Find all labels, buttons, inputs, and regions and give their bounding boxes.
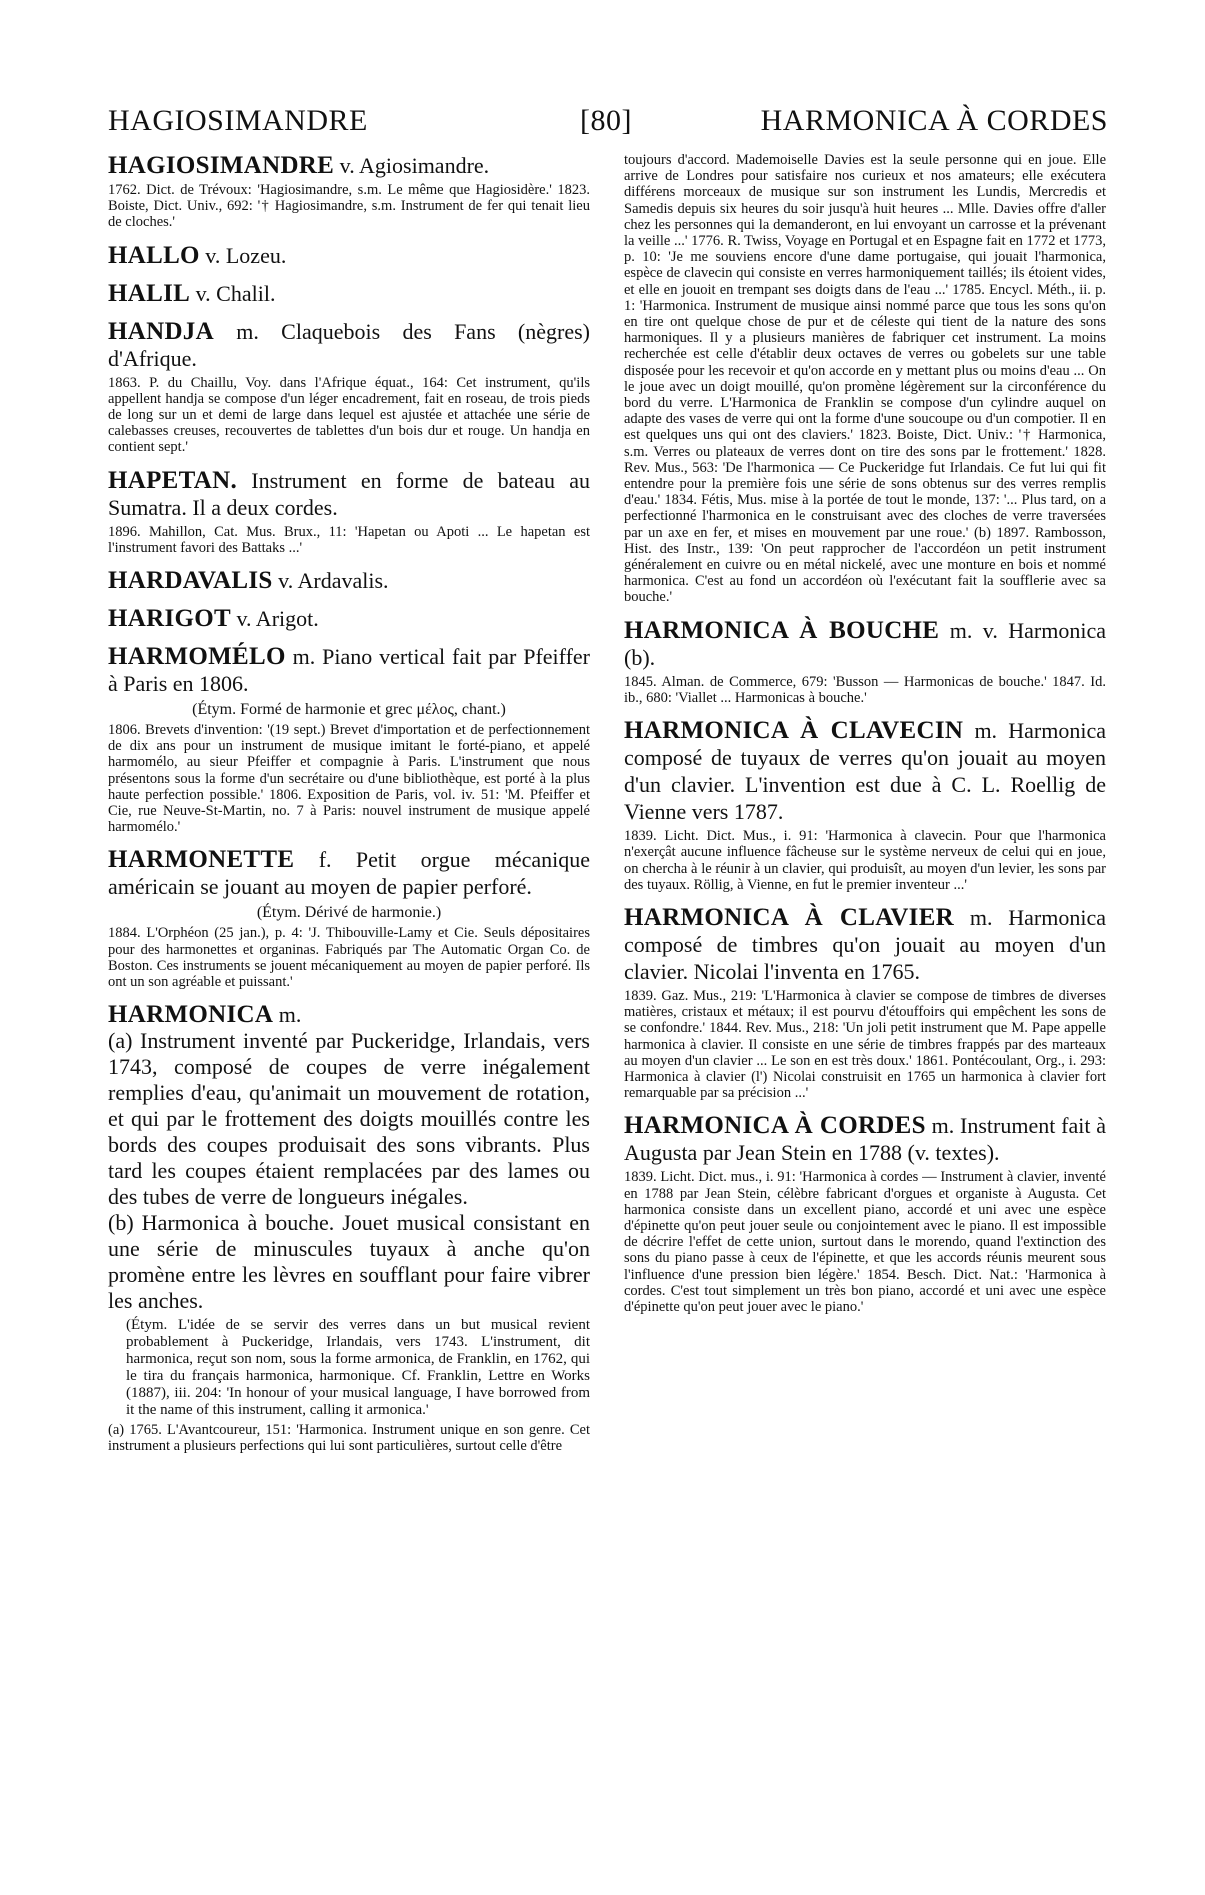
headword: HARDAVALIS xyxy=(108,567,273,595)
etymology: (Étym. Dérivé de harmonie.) xyxy=(256,904,442,922)
left-column xyxy=(108,152,590,1872)
entry-harmonica-a-bouche xyxy=(624,617,1106,706)
entry-definition: v. Arigot. xyxy=(236,606,319,632)
entry-definition: m. xyxy=(278,1002,302,1028)
entry-harigot xyxy=(108,605,590,632)
citation: 1762. Dict. de Trévoux: 'Hagiosimandre, s.m. Le même que Hagiosidère.' 1823. Boiste, Dict. Univ., 692: '† Hagiosimandre, s.m. Instrument de fer qui tenait lieu de cloches.' xyxy=(108,182,590,231)
headword: HAGIOSIMANDRE xyxy=(108,152,335,179)
entry-definition: m. v. Harmonica (b). xyxy=(624,617,1106,670)
citation: 1839. Gaz. Mus., 219: 'L'Harmonica à clavier se compose de timbres de diverses matières, cristaux et métaux; il est pourvu d'étouffoirs qui empêchent les sons de se confondre.' 1844. Rev. Mus., 218: 'Un joli petit instrument que M. Pape appelle harmonica à clavier. Il consiste en une série de timbres frappés par des marteaux au moyen d'un clavier ... Le son en est très doux.' 1861. Pontécoulant, Org., i. 293: Harmonica à clavier (l') Nicolai construisit en 1765 un harmonica à clavier fort remarquable par sa précision ...' xyxy=(624,987,1106,1102)
headword: HARMOMÉLO xyxy=(108,643,286,671)
entry-definition: f. Petit orgue mécanique américain se jouant au moyen de papier perforé. xyxy=(108,847,590,900)
entry-harmonica xyxy=(108,1001,590,1454)
entry-halil xyxy=(108,280,590,307)
headword: HARMONICA À CORDES xyxy=(624,1112,926,1140)
entry-definition: m. Piano vertical fait par Pfeiffer à Paris en 1806. xyxy=(108,644,590,697)
running-header xyxy=(108,104,1108,148)
entry-headline xyxy=(108,846,590,900)
page-number: [80] xyxy=(580,104,632,137)
entry-headline xyxy=(108,643,590,697)
entry-hapetan xyxy=(108,467,590,556)
entry-harmonica-a-cordes xyxy=(624,1112,1106,1315)
etymology: (Étym. L'idée de se servir des verres dans un but musical revient probablement à Puckeridge, Irlandais, vers 1743. L'instrument, dit harmonica, reçut son nom, sous la forme armonica, de Franklin, en 1762, qui le tira du français harmonica, harmonique. Cf. Franklin, Lettre en Works (1887), iii. 204: 'In honour of your musical language, I have borrowed from it the name of this instrument, calling it armonica.' xyxy=(126,1317,590,1419)
citation: 1806. Brevets d'invention: '(19 sept.) Brevet d'importation et de perfectionnement de dix ans pour un instrument de musique imitant le forté-piano, et appelé harmomélo, au sieur Pfeiffer et compagnie à Paris. L'instrument que nous présentons sous la forme d'un secrétaire ou d'une bibliothèque, est porté à la plus haute perfection possible.' 1806. Exposition de Paris, vol. iv. 51: 'M. Pfeiffer et Cie, rue Neuve-St-Martin, no. 7 à Paris: nouvel instrument de musique appelé harmomélo.' xyxy=(108,722,590,836)
entry-handja xyxy=(108,318,590,456)
headword: HALIL xyxy=(108,279,191,307)
headword: HARMONICA À CLAVIER xyxy=(624,903,955,931)
headword: HARMONICA À BOUCHE xyxy=(624,616,940,644)
entry-definition: m. Instrument fait à Augusta par Jean Stein en 1788 (v. textes). xyxy=(624,1113,1106,1166)
entry-harmonette xyxy=(108,846,590,990)
entry-definition: m. Harmonica composé de tuyaux de verres qu'on jouait au moyen d'un clavier. L'invention est due à C. L. Roellig de Vienne vers 1787. xyxy=(624,718,1106,825)
citation: 1863. P. du Chaillu, Voy. dans l'Afrique équat., 164: Cet instrument, qu'ils appellent handja se compose d'un léger encadrement, fait en roseau, de trois pieds de long sur un et demi de large dans lequel est ajustée et attachée une série de calebasses creuses, recouvertes de tablettes d'un bois dur et rouge. Un handja en contient sept.' xyxy=(108,374,590,456)
entry-hallo xyxy=(108,242,590,269)
entry-headline xyxy=(108,242,590,269)
citation: 1896. Mahillon, Cat. Mus. Brux., 11: 'Hapetan ou Apoti ... Le hapetan est l'instrument favori des Battaks ...' xyxy=(108,523,590,556)
entry-headline xyxy=(108,467,590,521)
etymology: (Étym. Formé de harmonie et grec μέλος, chant.) xyxy=(192,701,506,719)
citation: 1845. Alman. de Commerce, 679: 'Busson — Harmonicas de bouche.' 1847. Id. ib., 680: 'Viallet ... Harmonicas à bouche.' xyxy=(624,673,1106,706)
entry-headline xyxy=(108,605,590,632)
citation: 1884. L'Orphéon (25 jan.), p. 4: 'J. Thibouville-Lamy et Cie. Seuls dépositaires pour des harmonettes et organinas. Fabriqués par The Automatic Organ Co. de Boston. Ces instruments se jouent mécaniquement au moyen de papier perforé. Ils ont un son agréable et puissant.' xyxy=(108,925,590,991)
headword: HARIGOT xyxy=(108,605,231,633)
entry-definition: v. Agiosimandre. xyxy=(339,153,490,178)
entry-headline xyxy=(624,717,1106,825)
entry-headline xyxy=(108,152,590,179)
citation: 1839. Licht. Dict. Mus., i. 91: 'Harmonica à clavecin. Pour que l'harmonica n'exerçât aucune influence fâcheuse sur le système nerveux de celui qui en joue, on chercha à le réunir à un clavier, qui produisît, au moyen d'un levier, les sons par des tuyaux. Röllig, à Vienne, en fut le premier inventeur ...' xyxy=(624,828,1106,893)
headword: HALLO xyxy=(108,241,200,269)
headword: HARMONICA xyxy=(108,1001,274,1029)
entry-headline xyxy=(624,904,1106,985)
entry-headline xyxy=(108,567,590,594)
header-left-word: HAGIOSIMANDRE xyxy=(108,104,368,137)
citation-continuation: toujours d'accord. Mademoiselle Davies est la seule personne qui en joue. Elle arrive de Londres pour satisfaire nos curieux et nos amateurs; elle exécutera différens morceaux de musique sur son instrument les Lundis, Mercredis et Samedis depuis six heures du soir jusqu'à huit heures ... Mlle. Davies offre d'aller chez les personnes qui la demanderont, en lui envoyant un carrosse et la prévenant la veille ...' 1776. R. Twiss, Voyage en Portugal et en Espagne fait en 1772 et 1773, p. 10: 'Je me souviens encore d'une dame portugaise, qui jouait l'harmonica, espèce de clavecin qui consiste en verres harmoniquement taillés; ils étoient vides, et elle en jouoit en trempant ses doigts dans de l'eau ...' 1785. Encycl. Méth., ii. p. 1: 'Harmonica. Instrument de musique ainsi nommé parce que tous les sons qu'on en tire ont quelque chose de pur et de céleste qui tient de la nature des sons harmoniques. Il y a plusieurs manières de fabriquer cet instrument. La moins recherchée est celle d'établir deux octaves de verres ou gobelets sur une table disposée pour les recevoir et qu'on accorde en y mettant plus ou moins d'eau ... On le joue avec un doigt mouillé, qu'on promène légèrement sur la circonférence du bord du verre. L'Harmonica de Franklin se compose d'un cylindre auquel on adapte des vases de verre qui ont la forme d'une soucoupe ou d'un compotier. Il en est quelques uns qui ont des claviers.' 1823. Boiste, Dict. Univ.: '† Harmonica, s.m. Verres ou plateaux de verres dont on tire des sons par le frottement.' 1828. Rev. Mus., 563: 'De l'harmonica — Ce Puckeridge fut Irlandais. Ce fut lui qui fit entendre pour la première fois une série de sons obtenus sur des verres remplis d'eau.' 1834. Fétis, Mus. mise à la portée de tout le monde, 137: '... Plus tard, on a perfectionné l'harmonica en le construisant avec des cloches de verre traversées par un axe en fer, et mises en mouvement par une roue.' (b) 1897. Rambosson, Hist. des Instr., 139: 'On peut rapprocher de l'accordéon un petit instrument généralement en cuivre ou en métal nickelé, avec une monture en bois et nommé harmonica. C'est au fond un accordéon où l'exécutant fait la soufflerie avec sa bouche.' xyxy=(624,152,1106,606)
entry-headline xyxy=(108,318,590,372)
entry-definition: v. Chalil. xyxy=(195,280,276,306)
right-column xyxy=(624,152,1106,1872)
entry-headline xyxy=(108,280,590,307)
header-right-word: HARMONICA À CORDES xyxy=(760,104,1108,137)
entry-headline xyxy=(624,617,1106,671)
citation: 1839. Licht. Dict. mus., i. 91: 'Harmonica à cordes — Instrument à clavier, inventé en 1788 par Jean Stein, célèbre fabricant d'orgues et organiste à Augusta. Cet harmonica consiste dans un excellent piano, accordé et uni avec une espèce d'épinette qu'on peut jouer seule ou conjointement avec le piano. Il est impossible de décrire l'effet de cette union, surtout dans le morendo, quand l'extinction des sons du piano passe à ceux de l'épinette, et que les accords réunis meurent sous l'influence d'une pression bien légère.' 1854. Besch. Dict. Nat.: 'Harmonica à cordes. C'est tout simplement un très bon piano, accordé et uni avec une espèce d'épinette qu'on peut jouer avec le piano.' xyxy=(624,1169,1106,1315)
definition-b: (b) Harmonica à bouche. Jouet musical consistant en une série de minuscules tuyaux à anche qu'on promène entre les lèvres en soufflant pour faire vibrer les anches. xyxy=(108,1210,590,1314)
citation: (a) 1765. L'Avantcoureur, 151: 'Harmonica. Instrument unique en son genre. Cet instrument a plusieurs perfections qui lui sont particulières, surtout celle d'être xyxy=(108,1422,590,1455)
definition-a: (a) Instrument inventé par Puckeridge, Irlandais, vers 1743, composé de coupes de verre inégalement remplies d'eau, qu'animait un mouvement de rotation, et qui par le frottement des doigts mouillés contre les bords des coupes produisait des sons vibrants. Plus tard les coupes étaient remplacées par des lames ou des tubes de verre de longueurs inégales. xyxy=(108,1028,590,1210)
entry-headline xyxy=(108,1001,590,1028)
entry-definition: Instrument en forme de bateau au Sumatra. Il a deux cordes. xyxy=(108,467,590,520)
entry-definition: v. Ardavalis. xyxy=(278,568,389,594)
entry-headline xyxy=(624,1112,1106,1166)
entry-hagiosimandre xyxy=(108,152,590,231)
entry-hardavalis xyxy=(108,567,590,594)
entry-definition: v. Lozeu. xyxy=(205,242,287,268)
entry-harmonica-a-clavecin xyxy=(624,717,1106,893)
headword: HARMONETTE xyxy=(108,846,295,874)
entry-harmonica-a-clavier xyxy=(624,904,1106,1101)
headword: HAPETAN. xyxy=(108,466,238,494)
headword: HANDJA xyxy=(108,317,214,345)
entry-definition: m. Harmonica composé de timbres qu'on jouait au moyen d'un clavier. Nicolai l'inventa en 1765. xyxy=(624,904,1106,984)
headword: HARMONICA À CLAVECIN xyxy=(624,717,964,745)
entry-harmonica-continued xyxy=(624,152,1106,606)
entry-definition: m. Claquebois des Fans (nègres) d'Afrique. xyxy=(108,318,590,371)
entry-harmomelo xyxy=(108,643,590,835)
